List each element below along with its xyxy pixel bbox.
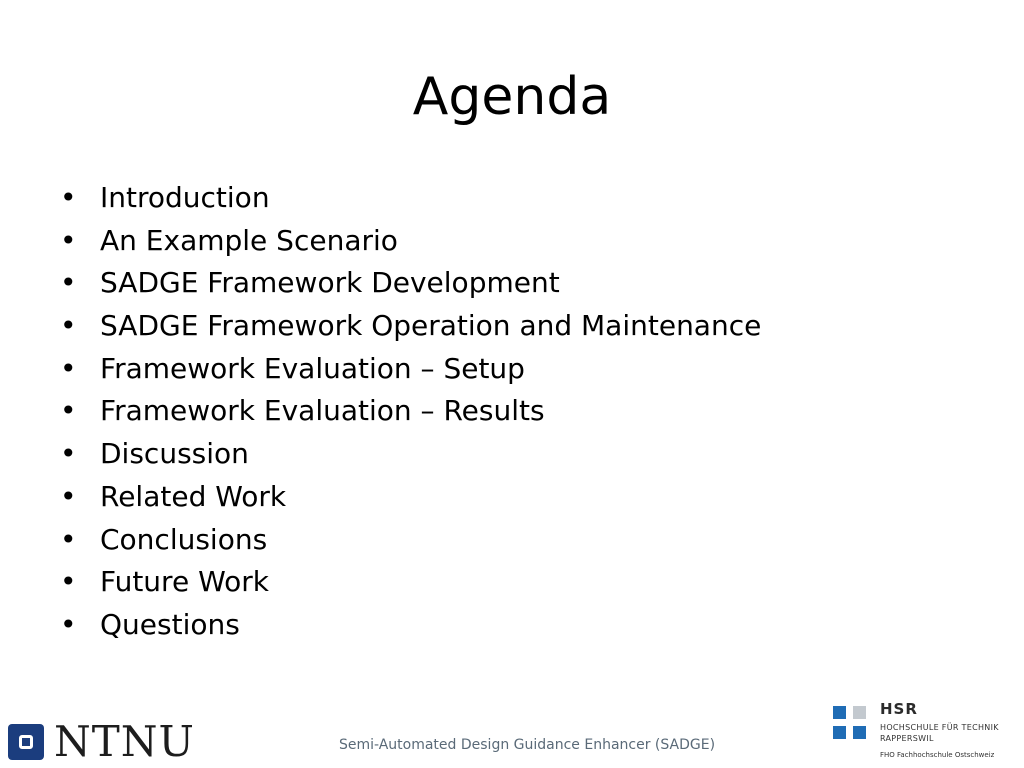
agenda-item-label: Framework Evaluation – Results — [100, 394, 545, 428]
hsr-subtitle-line1: HOCHSCHULE FÜR TECHNIK — [880, 723, 999, 732]
agenda-item-label: An Example Scenario — [100, 223, 398, 257]
bullet-icon: • — [60, 607, 77, 641]
bullet-icon: • — [60, 565, 77, 599]
agenda-item-label: Related Work — [100, 479, 287, 513]
bullet-icon: • — [60, 266, 77, 300]
hsr-square-gray-top-right — [853, 706, 866, 719]
bullet-icon: • — [60, 309, 77, 343]
agenda-item-label: Questions — [100, 607, 240, 641]
hsr-squares-logo-icon — [833, 704, 873, 744]
agenda-item-label: SADGE Framework Development — [100, 266, 560, 300]
agenda-item — [60, 519, 761, 562]
slide-title: Agenda — [412, 67, 612, 127]
hsr-subtitle-line2: RAPPERSWIL — [880, 734, 934, 743]
bullet-icon: • — [60, 394, 77, 428]
agenda-item — [60, 220, 761, 263]
agenda-item — [60, 390, 761, 433]
bullet-icon: • — [60, 351, 77, 385]
hsr-square-blue-top-left — [833, 706, 846, 719]
agenda-item — [60, 177, 761, 220]
agenda-item-label: Discussion — [100, 437, 249, 471]
hsr-name: HSR — [880, 700, 918, 718]
hsr-square-blue-bottom-right — [853, 726, 866, 739]
agenda-item-label: Framework Evaluation – Setup — [100, 351, 525, 385]
bullet-icon: • — [60, 223, 77, 257]
agenda-item — [60, 433, 761, 476]
agenda-item-label: Conclusions — [100, 522, 268, 556]
agenda-item-label: Future Work — [100, 565, 269, 599]
bullet-icon: • — [60, 437, 77, 471]
agenda-item — [60, 262, 761, 305]
footer-text: Semi-Automated Design Guidance Enhancer (SADGE) — [338, 737, 716, 753]
hsr-logo — [833, 700, 1018, 764]
hsr-square-blue-bottom-left — [833, 726, 846, 739]
agenda-item-label: Introduction — [100, 181, 270, 214]
agenda-item — [60, 305, 761, 348]
agenda-item — [60, 561, 761, 604]
agenda-item-label: SADGE Framework Operation and Maintenance — [100, 309, 762, 343]
bullet-icon: • — [60, 479, 77, 513]
hsr-fho-line: FHO Fachhochschule Ostschweiz — [880, 751, 995, 759]
agenda-item — [60, 476, 761, 519]
agenda-item — [60, 604, 761, 647]
agenda-item — [60, 348, 761, 391]
bullet-icon: • — [60, 181, 77, 214]
ntnu-wordmark: NTNU — [54, 717, 195, 766]
agenda-list — [60, 177, 761, 647]
bullet-icon: • — [60, 522, 77, 556]
